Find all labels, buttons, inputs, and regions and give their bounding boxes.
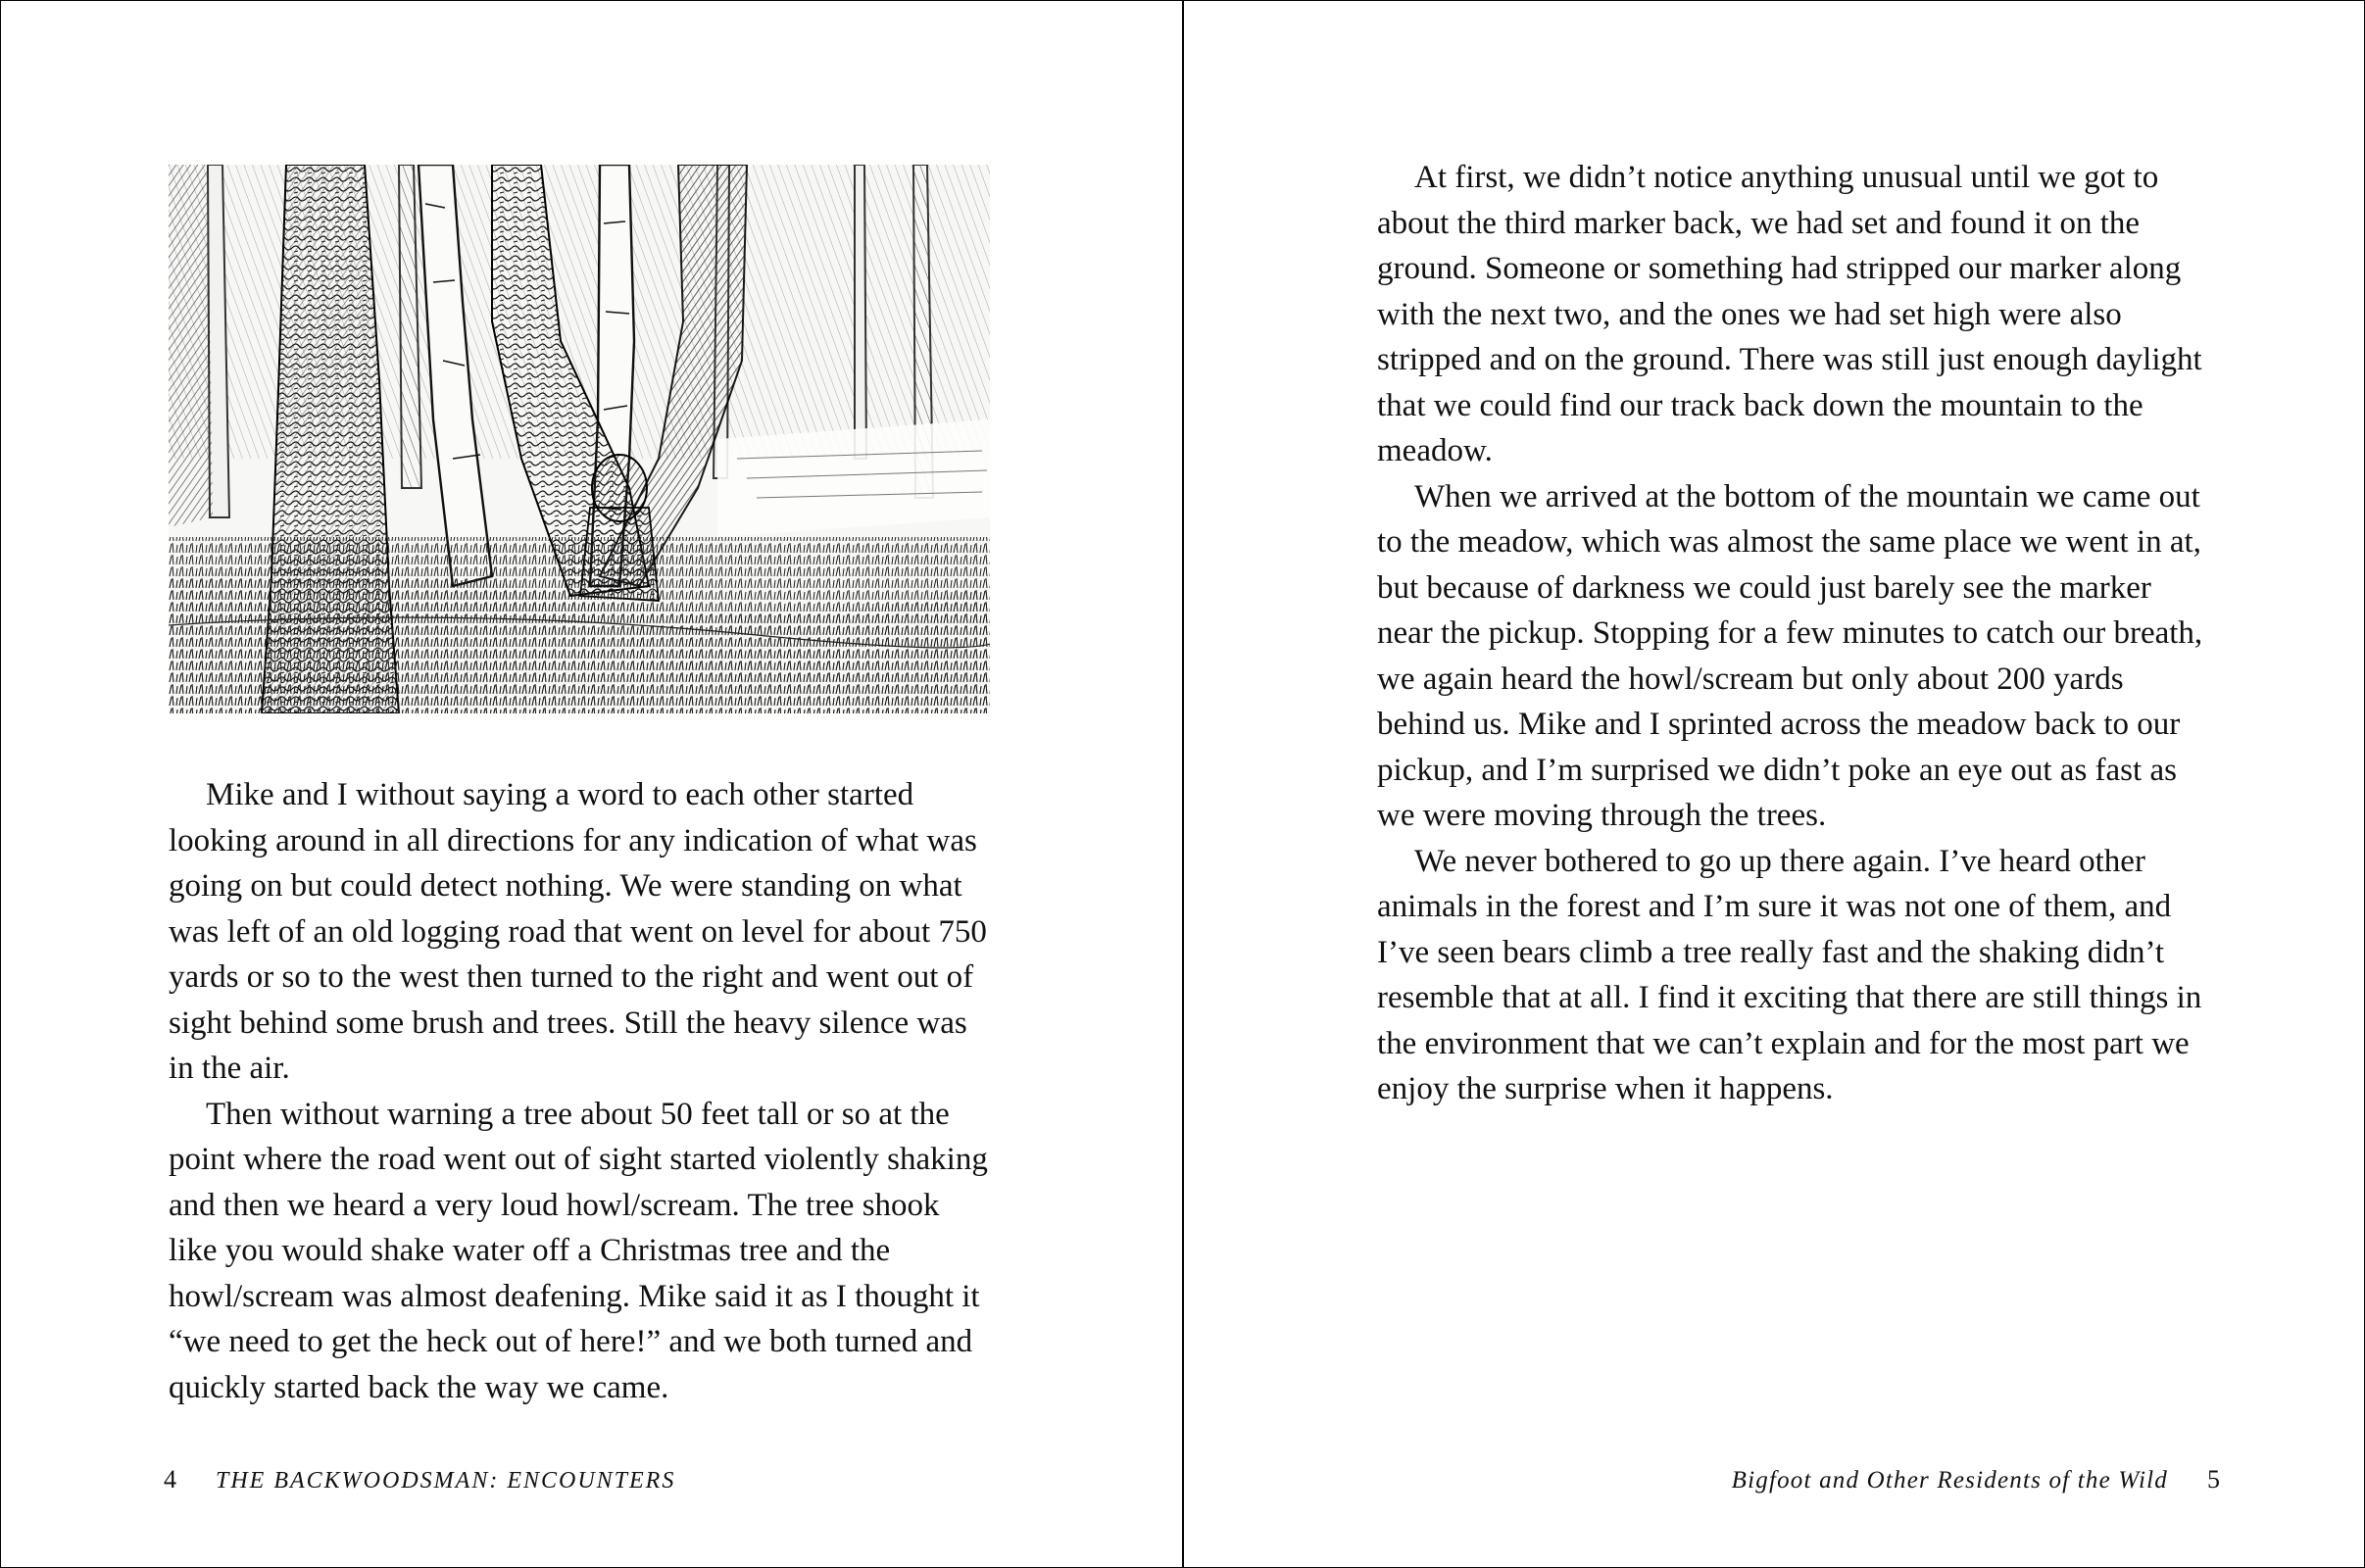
paragraph: Mike and I without saying a word to each other started looking around in all directions for any indication of what was going on but could detect nothing. We were standing on what was left of an old logging road that went on level for about 750 yards or so to the west then turned to the right and went out of sight behind some brush and trees. Still the heavy silence was in the air. [169, 777, 987, 1086]
right-page-footer [1732, 1465, 2220, 1495]
running-head: Bigfoot and Other Residents of the Wild [1731, 1467, 2168, 1494]
left-page-body [169, 772, 992, 1410]
page-number: 4 [164, 1465, 176, 1494]
forest-ink-illustration-icon [169, 165, 990, 713]
left-page [1, 1, 1182, 1567]
paragraph: We never bothered to go up there again. I’ve heard other animals in the forest and I’m sure it was not one of them, and I’ve seen bears climb a tree really fast and the shaking didn’t resemble that at all. I find it exciting that there are still things in the environment that we can’t explain and for the most part we enjoy the surprise when it happens. [1377, 843, 2202, 1106]
running-head: THE BACKWOODSMAN: ENCOUNTERS [216, 1468, 676, 1494]
paragraph: Then without warning a tree about 50 feet tall or so at the point where the road went out of sight started violently shaking and then we heard a very loud howl/scream. The tree shook like you would shake water off a Christmas tree and the howl/scream was almost deafening. Mike said it as I thought it “we need to get the heck out of here!” and we both turned and quickly started back the way we came. [169, 1096, 988, 1405]
right-page [1184, 1, 2364, 1567]
paragraph: When we arrived at the bottom of the mountain we came out to the meadow, which was almost the same place we went in at, but because of darkness we could just barely see the marker near the pickup. Stopping for a few minutes to catch our breath, we again heard the howl/scream but only about 200 yards behind us. Mike and I sprinted across the meadow back to our pickup, and I’m surprised we didn’t poke an eye out as fast as we were moving through the trees. [1377, 478, 2203, 833]
left-page-footer [164, 1465, 675, 1495]
page-number: 5 [2207, 1465, 2220, 1494]
right-page-body [1377, 155, 2210, 1112]
paragraph: At first, we didn’t notice anything unusual until we got to about the third marker back, we had set and found it on the ground. Someone or something had stripped our marker along with the next two, and the ones we had set high were also stripped and on the ground. There was still just enough daylight that we could find our track back down the mountain to the meadow. [1377, 160, 2202, 468]
